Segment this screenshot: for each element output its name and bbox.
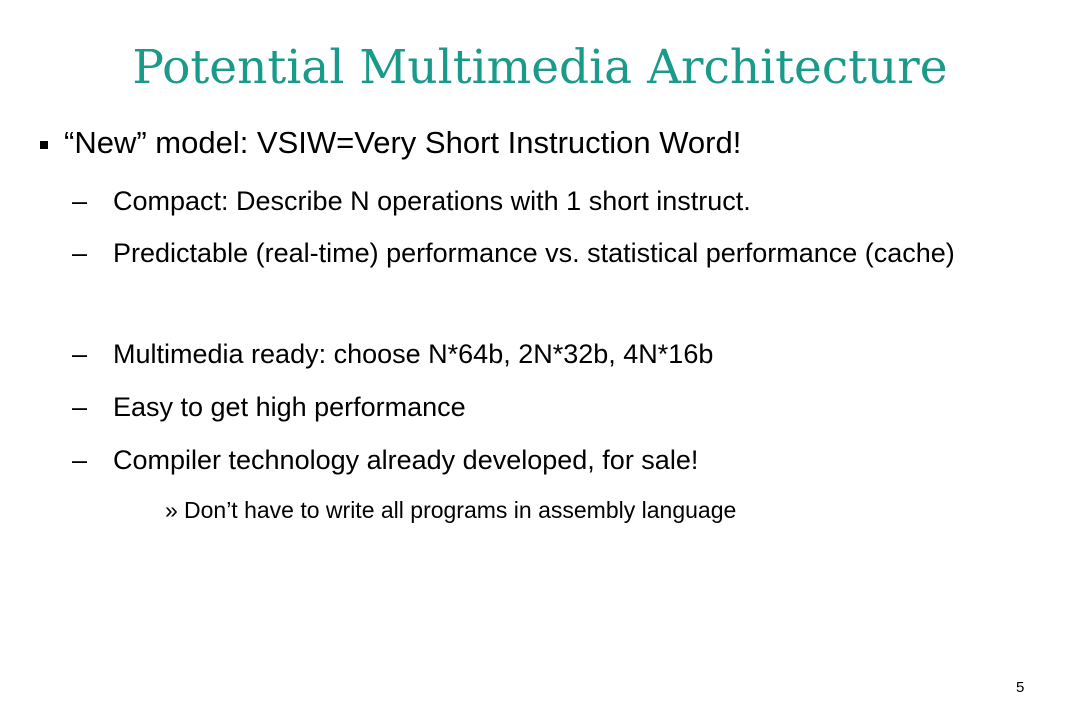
- dash-marker: –: [72, 445, 88, 475]
- slide-title: Potential Multimedia Architecture: [132, 40, 948, 95]
- guillemet-marker: »: [165, 497, 178, 523]
- sub-bullet-multimedia: [72, 336, 972, 373]
- dash-marker: –: [72, 392, 88, 422]
- sub-bullet-easy: [72, 389, 972, 426]
- square-bullet-icon: [40, 141, 48, 149]
- sub-bullet-text: Easy to get high performance: [113, 392, 466, 422]
- sub-bullet-text: Compact: Describe N operations with 1 short instruct.: [113, 186, 751, 216]
- main-bullet-text: “New” model: VSIW=Very Short Instruction Word!: [64, 125, 742, 160]
- dash-marker: –: [72, 238, 88, 268]
- sub-bullet-compiler: [72, 442, 972, 479]
- sub-bullet-text: Compiler technology already developed, for sale!: [113, 445, 699, 475]
- sub-sub-bullet-text: Don’t have to write all programs in assembly language: [184, 497, 737, 523]
- sub-bullet-text: Multimedia ready: choose N*64b, 2N*32b, 4N*16b: [113, 339, 714, 369]
- dash-marker: –: [72, 186, 88, 216]
- sub-bullet-text: Predictable (real-time) performance vs. statistical performance (cache): [113, 238, 955, 268]
- page-number: 5: [1016, 679, 1025, 696]
- dash-marker: –: [72, 339, 88, 369]
- sub-bullet-compact: [72, 183, 972, 220]
- sub-bullet-predictable: [72, 235, 972, 272]
